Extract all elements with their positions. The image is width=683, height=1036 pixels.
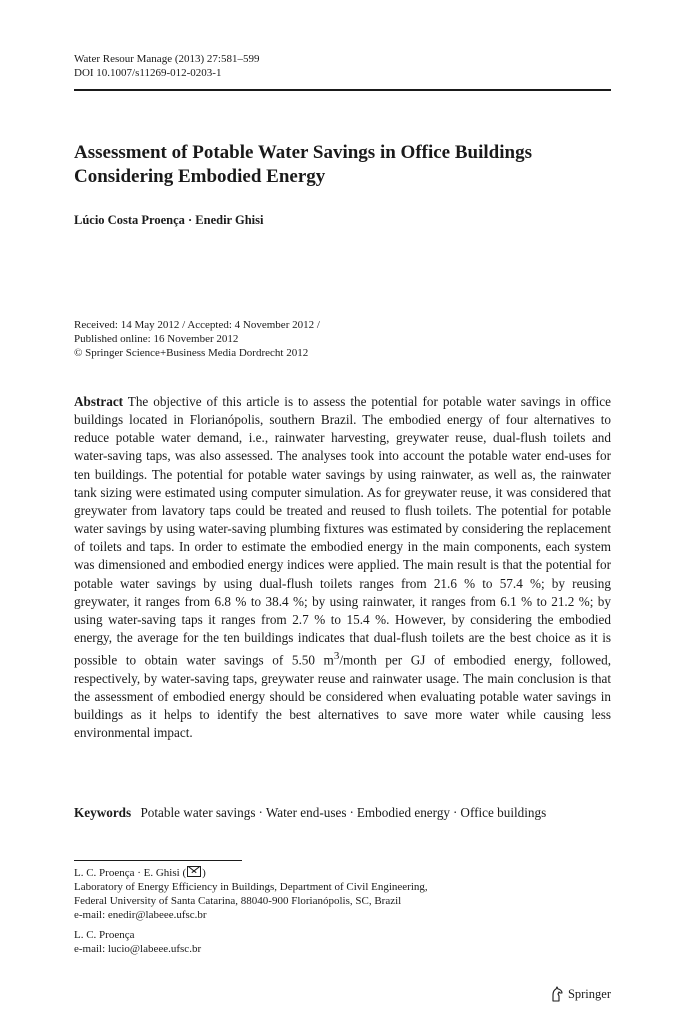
springer-horse-icon — [550, 986, 564, 1002]
journal-header — [74, 52, 259, 80]
affiliation-line-1: Laboratory of Energy Efficiency in Buildings, Department of Civil Engineering, — [74, 881, 428, 893]
keyword-separator: · — [453, 805, 458, 820]
title-line-2: Considering Embodied Energy — [74, 166, 326, 187]
keyword: Office buildings — [460, 805, 547, 820]
abstract-text-cont: /month per GJ of embodied energy, followed, respectively, by water-saving taps, greywater reuse and rainwater usage. The main conclusion is that the assessment of embodied energy should be considered when evaluating potable water savings in buildings as it helps to identify the best alternatives to save more water while causing less environmental impact. — [74, 652, 612, 741]
keyword: Potable water savings — [140, 805, 256, 820]
publisher-logo — [550, 986, 611, 1002]
author-footnote — [74, 866, 428, 956]
keyword: Embodied energy — [356, 805, 451, 820]
author-list: Lúcio Costa Proença · Enedir Ghisi — [74, 213, 264, 227]
email-proenca[interactable]: e-mail: lucio@labeee.ufsc.br — [74, 943, 202, 955]
abstract-superscript: 3 — [333, 650, 340, 663]
footnote-author-2: L. C. Proença — [74, 929, 135, 941]
keyword-separator: · — [349, 805, 354, 820]
keywords-label: Keywords — [74, 805, 132, 820]
keyword-separator: · — [258, 805, 263, 820]
abstract-text: The objective of this article is to assess the potential for potable water savings in office buildings located in Florianópolis, southern Brazil. The embodied energy of four alternatives to reduce potable water demand, i.e., rainwater harvesting, greywater reuse, dual-flush toilets and water-saving taps, was also assessed. The analyses took into account the potable water end-uses for ten buildings. The potential for potable water savings by using rainwater, as well as, the rainwater tank sizing were estimated using computer simulation. As for greywater reuse, it was considered that greywater from lavatory taps could be treated and reused to flush toilets. The potential for potable water savings by using water-saving plumbing fixtures was estimated by considering the replacement of toilets and taps. In order to estimate the embodied energy in the main components, each system was dimensioned and embodied energy indices were applied. The main result is that the potential for potable water savings by using dual-flush toilets ranges from 21.6 % to 57.4 %; by reusing greywater, it ranges from 6.8 % to 38.4 %; by using rainwater, it ranges from 6.1 % to 21.2 %; by using water-saving taps it ranges from 2.7 % to 15.4 %. However, by considering the embodied energy, the average for the ten buildings indicates that dual-flush toilets are the best choice as it is possible to obtain water savings of 5.50 m — [74, 394, 611, 668]
keyword: Water end-uses — [265, 805, 347, 820]
received-accepted: Received: 14 May 2012 / Accepted: 4 November 2012 / — [74, 319, 320, 331]
email-ghisi[interactable]: e-mail: enedir@labeee.ufsc.br — [74, 909, 207, 921]
title-line-1: Assessment of Potable Water Savings in Office Buildings — [74, 142, 532, 163]
paper-page — [74, 0, 611, 1036]
header-rule — [74, 89, 611, 91]
keywords — [74, 804, 611, 822]
footnote-rule — [74, 860, 242, 861]
published-online: Published online: 16 November 2012 — [74, 333, 239, 345]
abstract — [74, 393, 611, 742]
affiliation-line-2: Federal University of Santa Catarina, 88040-900 Florianópolis, SC, Brazil — [74, 895, 402, 907]
publisher-name: Springer — [567, 986, 611, 1001]
abstract-label: Abstract — [74, 394, 124, 409]
journal-doi[interactable]: DOI 10.1007/s11269-012-0203-1 — [74, 67, 222, 79]
journal-citation: Water Resour Manage (2013) 27:581–599 — [74, 53, 260, 65]
publication-dates — [74, 318, 320, 360]
copyright-line: © Springer Science+Business Media Dordrecht 2012 — [74, 347, 309, 359]
envelope-icon — [187, 866, 201, 877]
footnote-authors-text: L. C. Proença · E. Ghisi ( — [74, 867, 187, 879]
footnote-authors-close: ) — [202, 867, 206, 879]
footnote-authors — [74, 866, 428, 880]
paper-title — [74, 141, 611, 189]
